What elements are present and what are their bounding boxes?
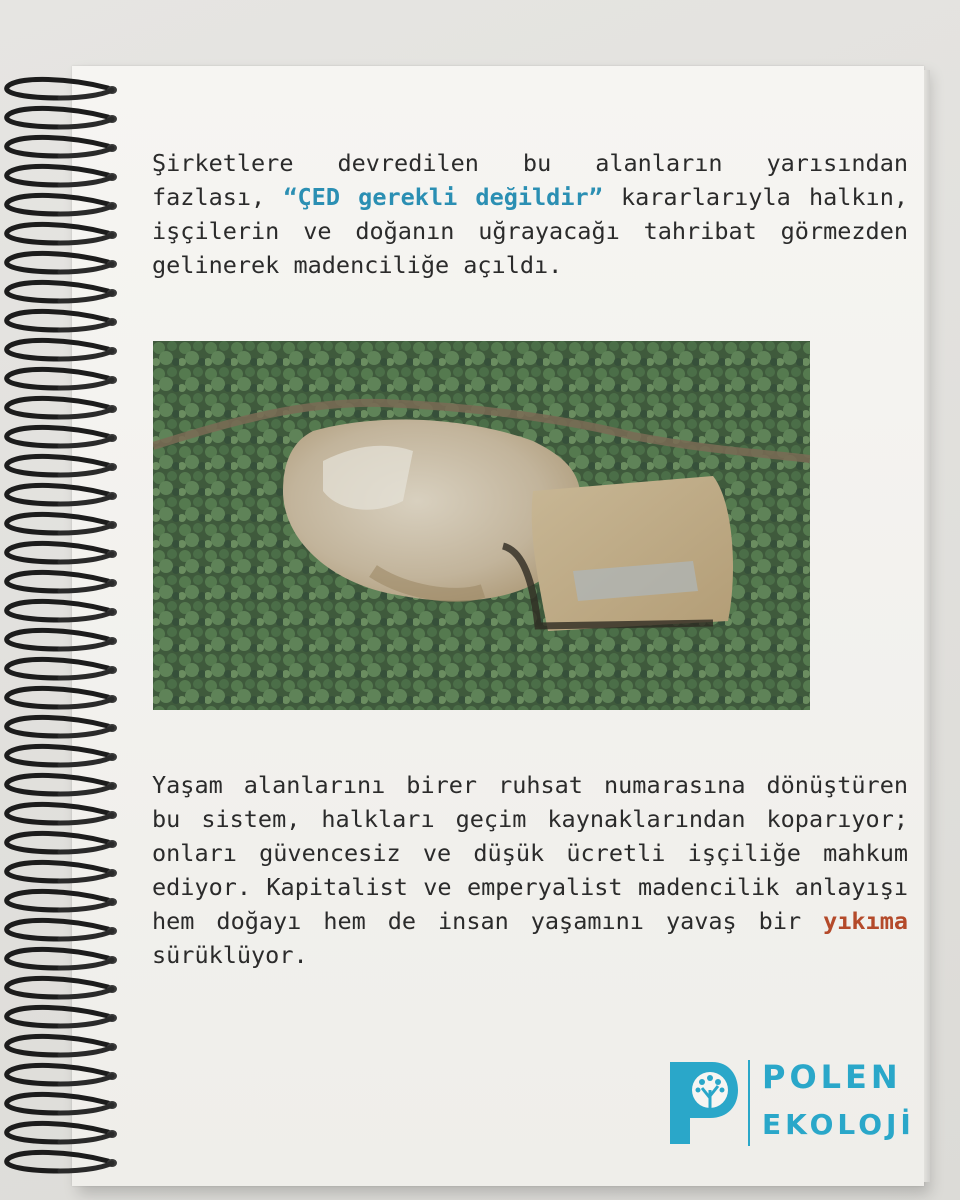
spiral-coil	[7, 340, 117, 359]
spiral-coil	[7, 1036, 117, 1055]
mining-site-aerial-photo	[153, 341, 810, 710]
spiral-coil	[7, 717, 117, 736]
spiral-coil	[7, 920, 117, 939]
spiral-coil	[7, 746, 117, 765]
spiral-coil	[7, 949, 117, 968]
yikima-highlight: yıkıma	[823, 907, 908, 935]
paragraph-2	[152, 768, 908, 972]
spiral-coil	[7, 1007, 117, 1026]
paragraph-1	[152, 146, 908, 282]
spiral-coil	[7, 485, 117, 504]
spiral-coil	[7, 833, 117, 852]
spiral-coil	[7, 659, 117, 678]
spiral-coil	[7, 79, 117, 98]
spiral-coil	[7, 630, 117, 649]
paragraph-2-text-end: sürüklüyor.	[152, 941, 308, 969]
polen-ekoloji-logo	[668, 1056, 915, 1152]
spiral-coil	[7, 311, 117, 330]
spiral-coil	[7, 1094, 117, 1113]
logo-line-1: POLEN	[762, 1058, 902, 1096]
spiral-coil	[7, 688, 117, 707]
spiral-coil	[7, 601, 117, 620]
polen-tree-logo-icon	[668, 1058, 740, 1146]
spiral-coil	[7, 108, 117, 127]
spiral-coil	[7, 572, 117, 591]
spiral-coil	[7, 775, 117, 794]
spiral-coil	[7, 137, 117, 156]
spiral-coil	[7, 978, 117, 997]
spiral-coil	[7, 369, 117, 388]
spiral-coil	[7, 224, 117, 243]
spiral-coil	[7, 398, 117, 417]
spiral-binding	[0, 66, 130, 1186]
spiral-coil	[7, 862, 117, 881]
logo-line-2: EKOLOJİ	[762, 1108, 915, 1141]
paragraph-2-text-start: Yaşam alanlarını birer ruhsat numarasına dönüştüren bu sistem, halkları geçim kaynaklarından koparıyor; onları güvencesiz ve düşük ücretli işçiliğe mahkum ediyor. Kapitalist ve emperyalist madencilik anlayışı hem doğayı hem de insan yaşamını yavaş bir	[152, 771, 908, 935]
spiral-coil	[7, 253, 117, 272]
spiral-coil	[7, 514, 117, 533]
logo-divider	[748, 1060, 750, 1146]
spiral-coil	[7, 166, 117, 185]
paragraph-1-text-start: Şirketlere devredilen bu alanların yarısından fazlası,	[152, 149, 908, 211]
spiral-coil	[7, 1065, 117, 1084]
ced-highlight: “ÇED gerekli değildir”	[283, 183, 603, 211]
spiral-coil	[7, 1152, 117, 1171]
spiral-coil	[7, 282, 117, 301]
spiral-coil	[7, 1123, 117, 1142]
spiral-coil	[7, 543, 117, 562]
spiral-coil	[7, 804, 117, 823]
spiral-coil	[7, 427, 117, 446]
spiral-coil	[7, 195, 117, 214]
paragraph-1-text-end: kararlarıyla halkın, işçilerin ve doğanın uğrayacağı tahribat görmezden gelinerek madenciliğe açıldı.	[152, 183, 908, 279]
spiral-coil	[7, 891, 117, 910]
spiral-coil	[7, 456, 117, 475]
